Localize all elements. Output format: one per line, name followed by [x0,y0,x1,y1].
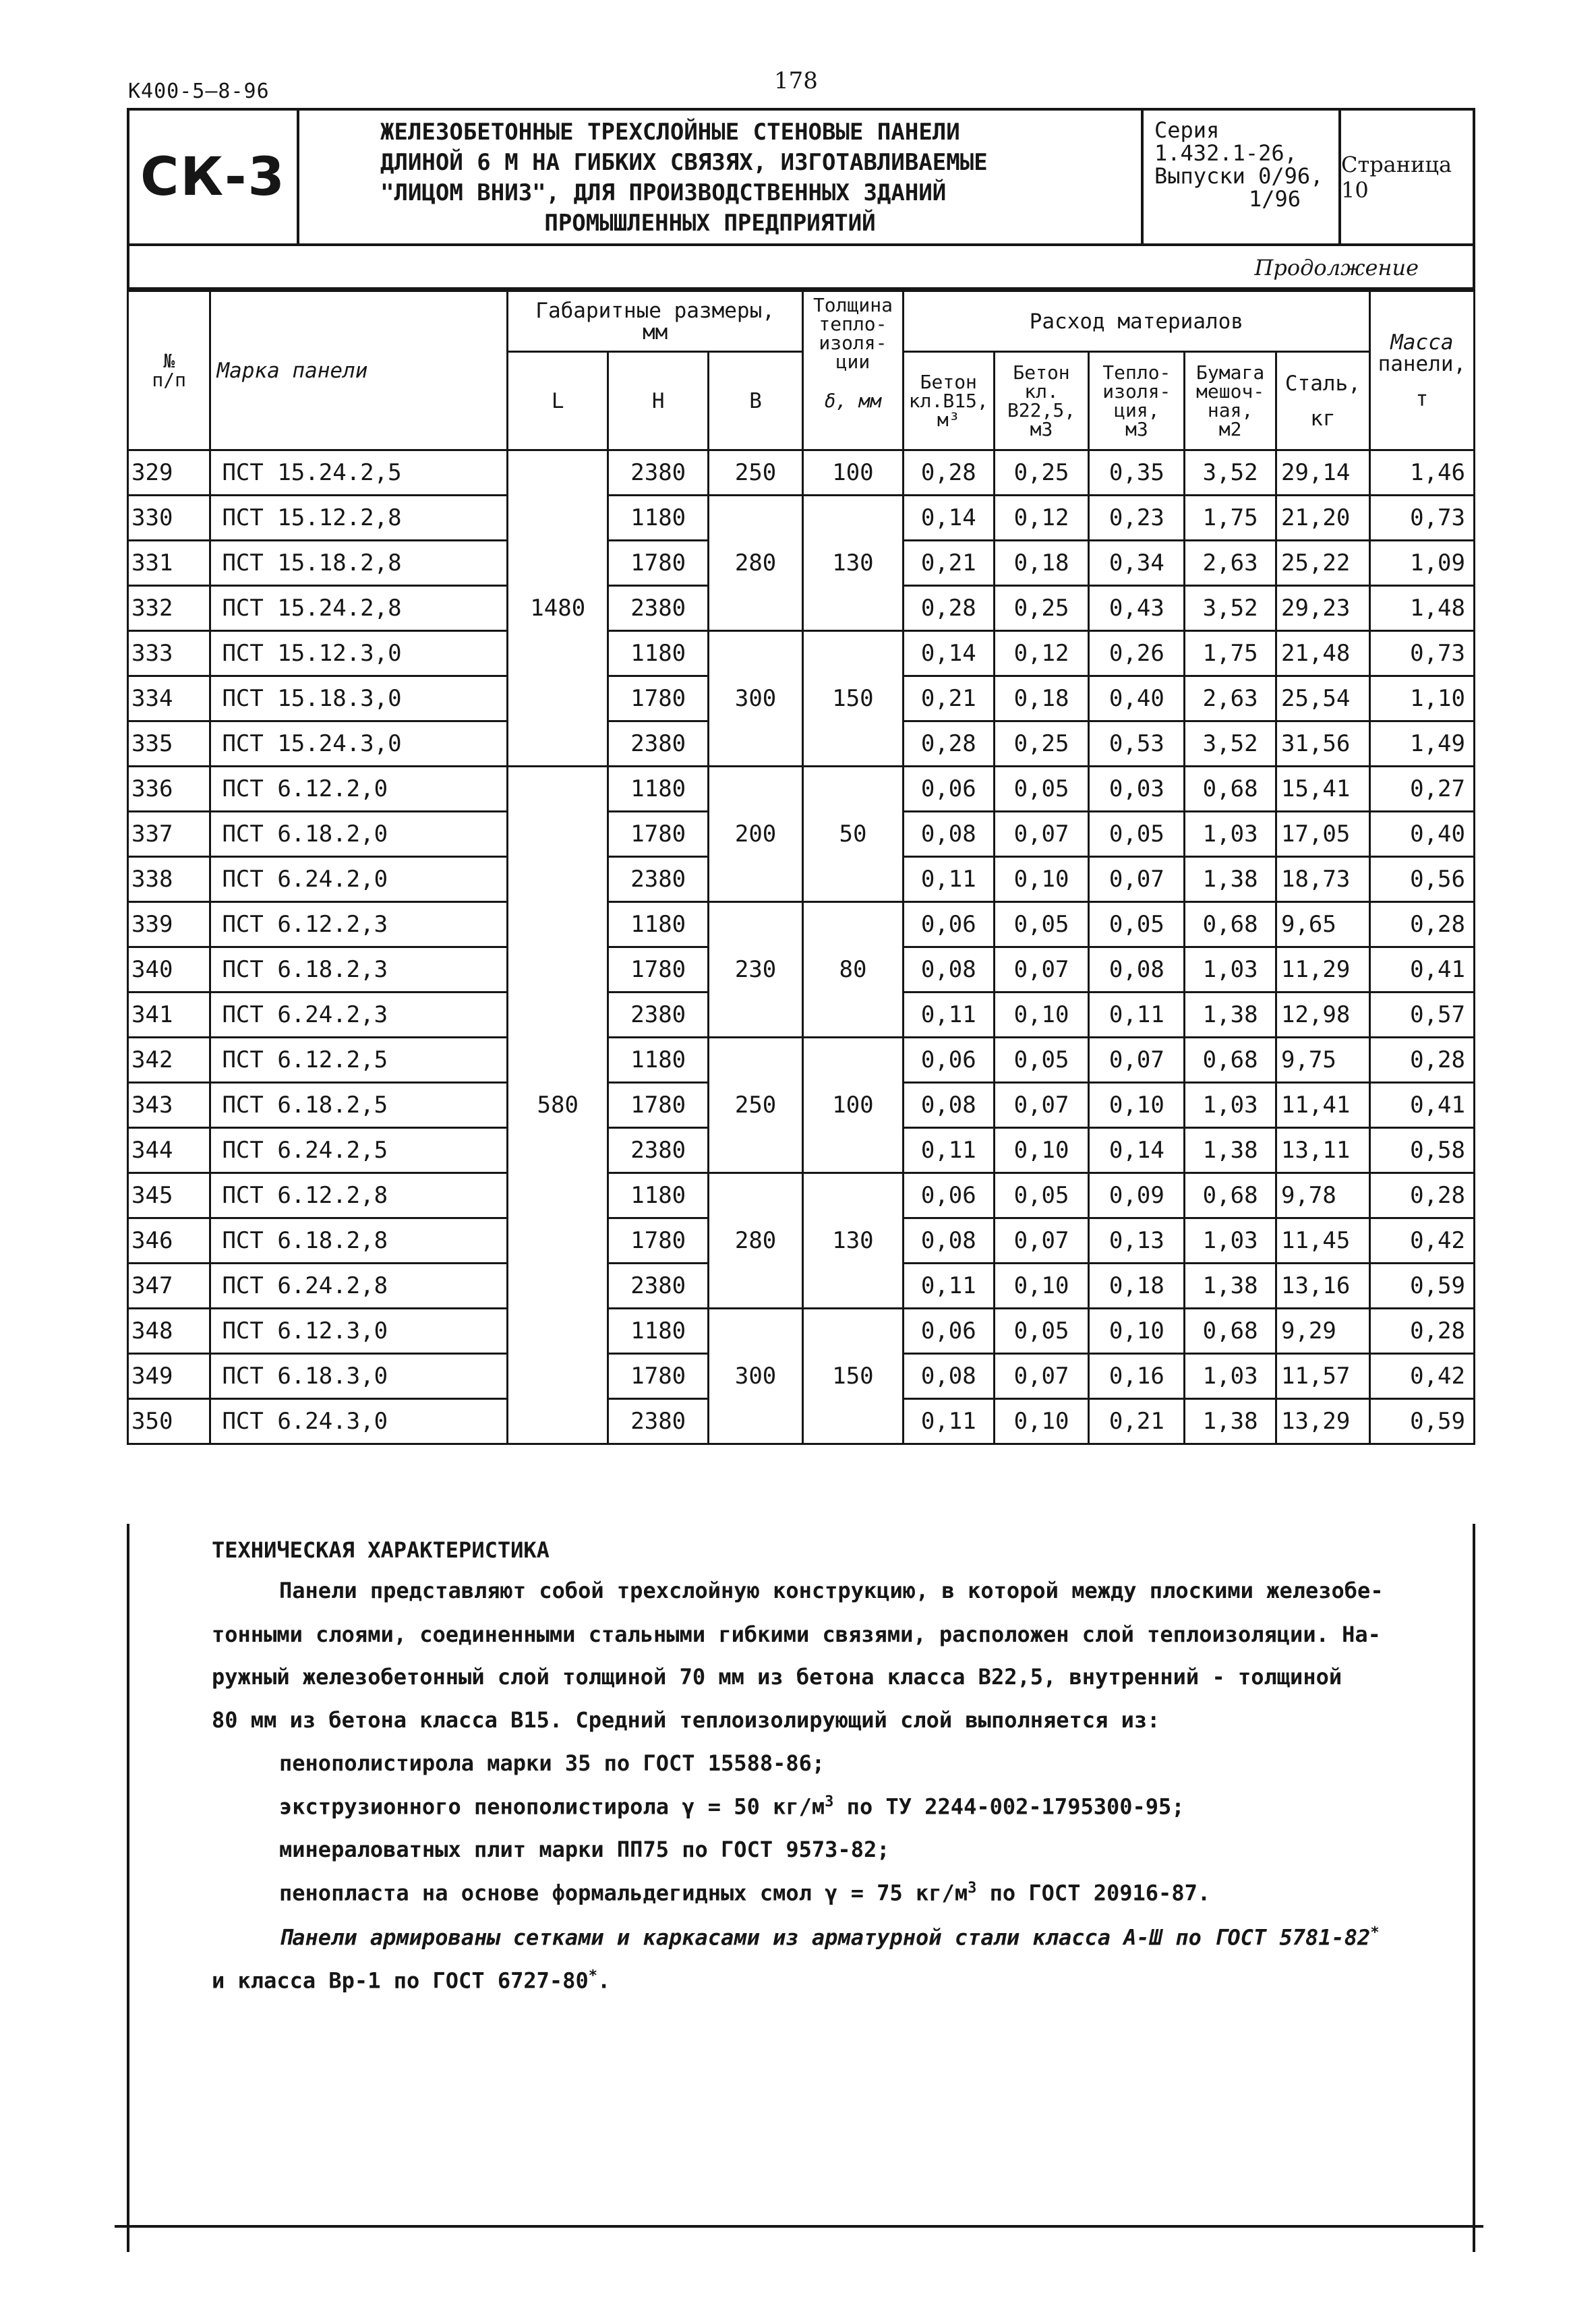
panel-mark: ПСТ 6.24.2,8 [210,1264,508,1309]
tech-paragraph-line: и класса Вр-1 по ГОСТ 6727-80*. [212,1967,611,1994]
header-dims: Габаритные размеры, мм [508,291,803,352]
mass-value: 0,73 [1369,496,1474,541]
thermo-insulation-value: 0,09 [1089,1173,1185,1218]
steel-value: 13,11 [1276,1128,1369,1173]
thermo-insulation-value: 0,05 [1089,812,1185,857]
panel-mark: ПСТ 6.18.2,3 [210,947,508,992]
mass-value: 0,41 [1369,1083,1474,1128]
concrete-b22-value: 0,12 [994,631,1089,676]
insulation-thickness: 150 [802,1309,903,1444]
mass-value: 0,42 [1369,1354,1474,1399]
panel-mark: ПСТ 15.18.2,8 [210,541,508,586]
page-label: Страница 10 [1341,151,1452,203]
thickness-B: 250 [709,1038,803,1173]
panel-mark: ПСТ 6.12.2,5 [210,1038,508,1083]
concrete-b22-value: 0,05 [994,902,1089,947]
paper-value: 1,38 [1185,992,1276,1038]
series-cell [1144,111,1341,243]
row-number: 334 [128,676,210,721]
title-line: ДЛИНОЙ 6 М НА ГИБКИХ СВЯЗЯХ, ИЗГОТАВЛИВАЕМЫЕ [380,149,988,176]
concrete-b15-value: 0,06 [903,1173,994,1218]
panel-mark: ПСТ 6.24.2,5 [210,1128,508,1173]
paper-value: 2,63 [1185,676,1276,721]
height-H: 1180 [608,902,709,947]
series-code: СК-3 [140,146,286,208]
header-insulation: Толщина тепло- изоля- ции δ, мм [802,291,903,450]
thermo-insulation-value: 0,26 [1089,631,1185,676]
steel-value: 31,56 [1276,721,1369,767]
row-number: 343 [128,1083,210,1128]
concrete-b22-value: 0,10 [994,857,1089,902]
row-number: 350 [128,1399,210,1444]
tech-paragraph-line: Панели представляют собой трехслойную конструкцию, в которой между плоскими железобе- [279,1578,1384,1603]
paper-value: 0,68 [1185,1309,1276,1354]
row-number: 338 [128,857,210,902]
title-line: "ЛИЦОМ ВНИЗ", ДЛЯ ПРОИЗВОДСТВЕННЫХ ЗДАНИЙ [380,179,947,206]
height-H: 1180 [608,1309,709,1354]
height-H: 1180 [608,496,709,541]
thermo-insulation-value: 0,18 [1089,1264,1185,1309]
row-number: 333 [128,631,210,676]
paper-value: 1,38 [1185,1128,1276,1173]
steel-value: 29,14 [1276,450,1369,496]
row-number: 329 [128,450,210,496]
steel-value: 13,29 [1276,1399,1369,1444]
thickness-B: 280 [709,1173,803,1309]
height-H: 1780 [608,812,709,857]
steel-value: 17,05 [1276,812,1369,857]
height-H: 2380 [608,1399,709,1444]
row-number: 341 [128,992,210,1038]
tech-list-item: пенополистирола марки 35 по ГОСТ 15588-86; [279,1750,825,1776]
tech-paragraph-line: тонными слоями, соединенными стальными гибкими связями, расположен слой теплоизоляции. На- [212,1622,1381,1647]
height-H: 1780 [608,1083,709,1128]
paper-value: 1,38 [1185,1399,1276,1444]
steel-value: 11,41 [1276,1083,1369,1128]
panel-mark: ПСТ 6.18.2,8 [210,1218,508,1264]
table-row [128,767,1475,812]
paper-value: 0,68 [1185,1038,1276,1083]
concrete-b22-value: 0,10 [994,992,1089,1038]
paper-value: 1,75 [1185,631,1276,676]
header-H: Н [608,352,709,450]
panel-mark: ПСТ 6.24.3,0 [210,1399,508,1444]
height-H: 2380 [608,450,709,496]
steel-value: 25,22 [1276,541,1369,586]
height-H: 2380 [608,586,709,631]
panel-mark: ПСТ 6.24.2,0 [210,857,508,902]
concrete-b15-value: 0,14 [903,631,994,676]
header-concrete-b15: Бетон кл.В15, м³ [903,352,994,450]
thermo-insulation-value: 0,21 [1089,1399,1185,1444]
panel-mark: ПСТ 6.12.2,0 [210,767,508,812]
row-number: 345 [128,1173,210,1218]
code-cell [129,111,299,243]
mass-value: 0,28 [1369,1038,1474,1083]
steel-value: 18,73 [1276,857,1369,902]
mass-value: 1,10 [1369,676,1474,721]
height-H: 1780 [608,676,709,721]
concrete-b15-value: 0,06 [903,767,994,812]
height-H: 2380 [608,721,709,767]
row-number: 332 [128,586,210,631]
header-paper: Бумага мешоч- ная, м2 [1185,352,1276,450]
thermo-insulation-value: 0,40 [1089,676,1185,721]
panel-mark: ПСТ 6.12.2,3 [210,902,508,947]
thermo-insulation-value: 0,10 [1089,1309,1185,1354]
insulation-thickness: 150 [802,631,903,767]
concrete-b15-value: 0,11 [903,857,994,902]
thermo-insulation-value: 0,16 [1089,1354,1185,1399]
title-line: ЖЕЛЕЗОБЕТОННЫЕ ТРЕХСЛОЙНЫЕ СТЕНОВЫЕ ПАНЕЛИ [380,119,960,146]
row-number: 340 [128,947,210,992]
panel-mark: ПСТ 6.24.2,3 [210,992,508,1038]
title-block [127,108,1475,246]
concrete-b15-value: 0,28 [903,721,994,767]
table-row [128,1309,1475,1354]
mass-value: 0,59 [1369,1264,1474,1309]
concrete-b15-value: 0,11 [903,1264,994,1309]
concrete-b15-value: 0,28 [903,586,994,631]
panel-mark: ПСТ 6.18.3,0 [210,1354,508,1399]
paper-value: 3,52 [1185,721,1276,767]
concrete-b22-value: 0,10 [994,1264,1089,1309]
panel-mark: ПСТ 6.18.2,0 [210,812,508,857]
concrete-b22-value: 0,07 [994,947,1089,992]
header-mark: Марка панели [210,291,508,450]
thickness-B: 230 [709,902,803,1038]
thickness-B: 300 [709,1309,803,1444]
row-number: 342 [128,1038,210,1083]
concrete-b15-value: 0,08 [903,947,994,992]
table-row [128,450,1475,496]
concrete-b15-value: 0,11 [903,1128,994,1173]
concrete-b15-value: 0,21 [903,676,994,721]
thermo-insulation-value: 0,53 [1089,721,1185,767]
panel-mark: ПСТ 15.24.2,8 [210,586,508,631]
header-steel: Сталь, кг [1276,352,1369,450]
steel-value: 12,98 [1276,992,1369,1038]
series-line: Серия [1154,117,1220,143]
mass-value: 0,56 [1369,857,1474,902]
panel-mark: ПСТ 6.12.2,8 [210,1173,508,1218]
height-H: 1180 [608,1173,709,1218]
row-number: 337 [128,812,210,857]
steel-value: 9,78 [1276,1173,1369,1218]
steel-value: 21,20 [1276,496,1369,541]
concrete-b15-value: 0,21 [903,541,994,586]
thermo-insulation-value: 0,08 [1089,947,1185,992]
header-thermo: Тепло- изоля- ция, м3 [1089,352,1185,450]
technical-section [127,1524,1475,2252]
tech-list-item: пенопласта на основе формальдегидных смол γ = 75 $кг/м^3$ по ГОСТ 20916-87. [279,1880,1211,1906]
page-cell [1341,111,1473,243]
height-H: 2380 [608,1128,709,1173]
paper-value: 1,03 [1185,1218,1276,1264]
insulation-thickness: 130 [802,496,903,631]
mass-value: 0,28 [1369,902,1474,947]
tech-paragraph-line: 80 мм из бетона класса В15. Средний теплоизолирующий слой выполняется из: [212,1707,1160,1733]
mass-value: 0,40 [1369,812,1474,857]
thermo-insulation-value: 0,35 [1089,450,1185,496]
header-materials: Расход материалов [903,291,1369,352]
paper-value: 0,68 [1185,902,1276,947]
thermo-insulation-value: 0,14 [1089,1128,1185,1173]
panel-mark: ПСТ 15.18.3,0 [210,676,508,721]
mass-value: 0,28 [1369,1173,1474,1218]
paper-value: 0,68 [1185,1173,1276,1218]
concrete-b22-value: 0,05 [994,767,1089,812]
concrete-b15-value: 0,11 [903,992,994,1038]
concrete-b22-value: 0,07 [994,1354,1089,1399]
paper-value: 3,52 [1185,586,1276,631]
concrete-b22-value: 0,10 [994,1128,1089,1173]
length-L: 1480 [508,450,608,767]
steel-value: 13,16 [1276,1264,1369,1309]
steel-value: 29,23 [1276,586,1369,631]
mass-value: 0,58 [1369,1128,1474,1173]
steel-value: 11,57 [1276,1354,1369,1399]
thermo-insulation-value: 0,43 [1089,586,1185,631]
mass-value: 1,48 [1369,586,1474,631]
paper-value: 1,75 [1185,496,1276,541]
height-H: 1180 [608,767,709,812]
paper-value: 1,03 [1185,1354,1276,1399]
insulation-thickness: 50 [802,767,903,902]
concrete-b15-value: 0,08 [903,812,994,857]
tech-paragraph-line: Панели армированы сетками и каркасами из арматурной стали класса А-Ш по ГОСТ 5781-82* [279,1924,1380,1951]
concrete-b22-value: 0,10 [994,1399,1089,1444]
title-cell [299,111,1144,243]
series-line: Выпуски 0/96, [1154,163,1324,189]
steel-value: 9,75 [1276,1038,1369,1083]
mass-value: 0,73 [1369,631,1474,676]
mass-value: 1,09 [1369,541,1474,586]
insulation-thickness: 130 [802,1173,903,1309]
height-H: 1180 [608,1038,709,1083]
height-H: 2380 [608,992,709,1038]
continuation-row [127,244,1475,290]
series-line: 1/96 [1249,186,1301,212]
thermo-insulation-value: 0,10 [1089,1083,1185,1128]
thermo-insulation-value: 0,03 [1089,767,1185,812]
insulation-thickness: 80 [802,902,903,1038]
tech-heading: ТЕХНИЧЕСКАЯ ХАРАКТЕРИСТИКА [212,1537,550,1563]
thickness-B: 280 [709,496,803,631]
paper-value: 3,52 [1185,450,1276,496]
height-H: 1180 [608,631,709,676]
paper-value: 1,38 [1185,857,1276,902]
header-num: № п/п [128,291,210,450]
concrete-b22-value: 0,25 [994,586,1089,631]
mass-value: 0,42 [1369,1218,1474,1264]
thermo-insulation-value: 0,11 [1089,992,1185,1038]
thermo-insulation-value: 0,07 [1089,1038,1185,1083]
series-line: 1.432.1-26, [1154,140,1297,166]
concrete-b22-value: 0,18 [994,541,1089,586]
table-row [128,496,1475,541]
concrete-b22-value: 0,18 [994,676,1089,721]
thermo-insulation-value: 0,07 [1089,857,1185,902]
paper-value: 1,03 [1185,1083,1276,1128]
row-number: 331 [128,541,210,586]
row-number: 346 [128,1218,210,1264]
panel-mark: ПСТ 6.12.3,0 [210,1309,508,1354]
title-line: ПРОМЫШЛЕННЫХ ПРЕДПРИЯТИЙ [544,210,876,237]
concrete-b15-value: 0,08 [903,1218,994,1264]
panel-mark: ПСТ 15.12.2,8 [210,496,508,541]
concrete-b22-value: 0,05 [994,1309,1089,1354]
document-code: К400-5—8-96 [128,80,270,103]
thermo-insulation-value: 0,05 [1089,902,1185,947]
concrete-b22-value: 0,05 [994,1173,1089,1218]
row-number: 339 [128,902,210,947]
height-H: 1780 [608,947,709,992]
mass-value: 0,28 [1369,1309,1474,1354]
mass-value: 1,46 [1369,450,1474,496]
table-row [128,902,1475,947]
concrete-b22-value: 0,07 [994,1218,1089,1264]
concrete-b15-value: 0,06 [903,1038,994,1083]
row-number: 349 [128,1354,210,1399]
concrete-b22-value: 0,25 [994,721,1089,767]
concrete-b15-value: 0,28 [903,450,994,496]
height-H: 1780 [608,541,709,586]
header-B: В [709,352,803,450]
bottom-rule [115,2225,1483,2228]
header-L: L [508,352,608,450]
thickness-B: 200 [709,767,803,902]
table-row [128,1038,1475,1083]
panel-mark: ПСТ 15.24.3,0 [210,721,508,767]
paper-value: 1,03 [1185,947,1276,992]
mass-value: 0,59 [1369,1399,1474,1444]
page-number: 178 [774,67,818,94]
steel-value: 9,29 [1276,1309,1369,1354]
continuation-label: Продолжение [1254,255,1419,280]
height-H: 1780 [608,1354,709,1399]
concrete-b22-value: 0,25 [994,450,1089,496]
thermo-insulation-value: 0,13 [1089,1218,1185,1264]
steel-value: 15,41 [1276,767,1369,812]
concrete-b15-value: 0,08 [903,1354,994,1399]
tech-paragraph-line: ружный железобетонный слой толщиной 70 мм из бетона класса В22,5, внутренний - толщиной [212,1664,1342,1690]
thermo-insulation-value: 0,34 [1089,541,1185,586]
concrete-b22-value: 0,07 [994,812,1089,857]
paper-value: 0,68 [1185,767,1276,812]
height-H: 2380 [608,1264,709,1309]
concrete-b15-value: 0,08 [903,1083,994,1128]
length-L: 580 [508,767,608,1444]
header-concrete-b22: Бетон кл. В22,5, м3 [994,352,1089,450]
steel-value: 25,54 [1276,676,1369,721]
mass-value: 0,57 [1369,992,1474,1038]
thickness-B: 250 [709,450,803,496]
steel-value: 21,48 [1276,631,1369,676]
steel-value: 11,45 [1276,1218,1369,1264]
concrete-b22-value: 0,07 [994,1083,1089,1128]
concrete-b22-value: 0,12 [994,496,1089,541]
table-row [128,1173,1475,1218]
steel-value: 9,65 [1276,902,1369,947]
tech-list-item: экструзионного пенополистирола γ = 50 $кг/м^3$ по ТУ 2244-002-1795300-95; [279,1794,1185,1820]
height-H: 1780 [608,1218,709,1264]
panel-mark: ПСТ 15.24.2,5 [210,450,508,496]
thermo-insulation-value: 0,23 [1089,496,1185,541]
mass-value: 0,41 [1369,947,1474,992]
row-number: 336 [128,767,210,812]
concrete-b15-value: 0,06 [903,902,994,947]
paper-value: 2,63 [1185,541,1276,586]
height-H: 2380 [608,857,709,902]
panel-mark: ПСТ 15.12.3,0 [210,631,508,676]
concrete-b15-value: 0,06 [903,1309,994,1354]
table-row [128,631,1475,676]
panel-mark: ПСТ 6.18.2,5 [210,1083,508,1128]
header-mass: Масса панели, т [1369,291,1474,450]
row-number: 344 [128,1128,210,1173]
concrete-b15-value: 0,11 [903,1399,994,1444]
steel-value: 11,29 [1276,947,1369,992]
concrete-b15-value: 0,14 [903,496,994,541]
mass-value: 0,27 [1369,767,1474,812]
concrete-b22-value: 0,05 [994,1038,1089,1083]
row-number: 330 [128,496,210,541]
row-number: 335 [128,721,210,767]
row-number: 347 [128,1264,210,1309]
mass-value: 1,49 [1369,721,1474,767]
insulation-thickness: 100 [802,1038,903,1173]
paper-value: 1,38 [1185,1264,1276,1309]
paper-value: 1,03 [1185,812,1276,857]
thickness-B: 300 [709,631,803,767]
tech-list-item: минераловатных плит марки ПП75 по ГОСТ 9573-82; [279,1837,890,1862]
row-number: 348 [128,1309,210,1354]
insulation-thickness: 100 [802,450,903,496]
panel-table [127,290,1475,1445]
